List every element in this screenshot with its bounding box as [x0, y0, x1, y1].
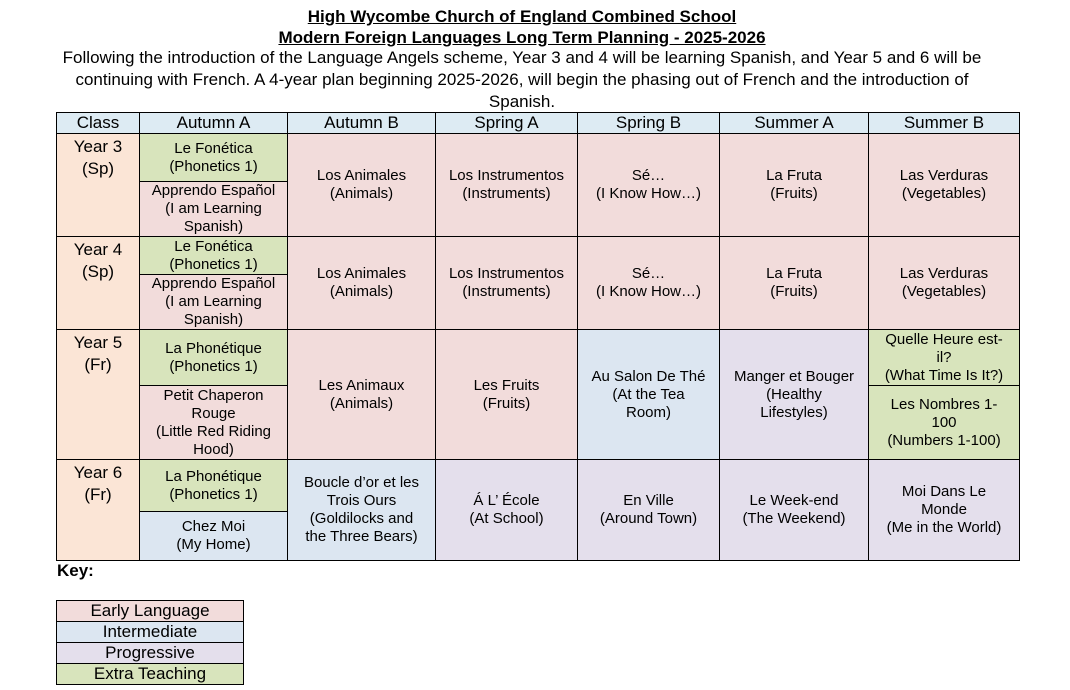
unit-cell: Boucle d’or et les Trois Ours (Goldilocks and the Three Bears) [288, 460, 436, 561]
table-header-row [57, 113, 1020, 134]
header-summer-a: Summer A [720, 113, 869, 134]
unit-cell: Á L’ École (At School) [436, 460, 578, 561]
key-legend [56, 600, 244, 685]
header-class: Class [57, 113, 140, 134]
table-row [57, 237, 1020, 275]
unit-cell: Las Verduras (Vegetables) [869, 134, 1020, 237]
unit-cell: Au Salon De Thé (At the Tea Room) [578, 330, 720, 460]
unit-cell: La Phonétique (Phonetics 1) [140, 330, 288, 386]
key-progressive: Progressive [57, 643, 244, 664]
class-cell: Year 3 (Sp) [57, 134, 140, 237]
table-row [57, 460, 1020, 512]
unit-cell: Las Verduras (Vegetables) [869, 237, 1020, 330]
unit-cell: Les Nombres 1- 100 (Numbers 1-100) [869, 386, 1020, 460]
header-summer-b: Summer B [869, 113, 1020, 134]
key-intermediate: Intermediate [57, 622, 244, 643]
header-spring-b: Spring B [578, 113, 720, 134]
intro-paragraph: Following the introduction of the Language Angels scheme, Year 3 and 4 will be learning Spanish, and Year 5 and 6 will be continuing with French. A 4-year plan beginning 2025-2026, will begin the phasing out of French and the introduction of Spanish. [62, 48, 982, 111]
document-title: Modern Foreign Languages Long Term Planning - 2025-2026 [278, 28, 766, 47]
unit-cell: Apprendo Español (I am Learning Spanish) [140, 182, 288, 237]
long-term-plan-table [56, 112, 1020, 561]
unit-cell: Moi Dans Le Monde (Me in the World) [869, 460, 1020, 561]
unit-cell: Los Instrumentos (Instruments) [436, 237, 578, 330]
class-cell: Year 5 (Fr) [57, 330, 140, 460]
class-cell: Year 4 (Sp) [57, 237, 140, 330]
unit-cell: Petit Chaperon Rouge (Little Red Riding Hood) [140, 386, 288, 460]
table-row [57, 330, 1020, 386]
unit-cell: Le Week-end (The Weekend) [720, 460, 869, 561]
class-cell: Year 6 (Fr) [57, 460, 140, 561]
unit-cell: Apprendo Español (I am Learning Spanish) [140, 275, 288, 330]
unit-cell: En Ville (Around Town) [578, 460, 720, 561]
unit-cell: Sé… (I Know How…) [578, 237, 720, 330]
unit-cell: Manger et Bouger (Healthy Lifestyles) [720, 330, 869, 460]
unit-cell: Les Animaux (Animals) [288, 330, 436, 460]
header-autumn-a: Autumn A [140, 113, 288, 134]
unit-cell: Chez Moi (My Home) [140, 512, 288, 561]
table-row [57, 134, 1020, 182]
unit-cell: Les Fruits (Fruits) [436, 330, 578, 460]
key-early-language: Early Language [57, 601, 244, 622]
unit-cell: Quelle Heure est- il? (What Time Is It?) [869, 330, 1020, 386]
unit-cell: Sé… (I Know How…) [578, 134, 720, 237]
key-label: Key: [57, 561, 94, 580]
unit-cell: La Phonétique (Phonetics 1) [140, 460, 288, 512]
school-title: High Wycombe Church of England Combined School [307, 7, 737, 26]
unit-cell: La Fruta (Fruits) [720, 134, 869, 237]
unit-cell: Los Animales (Animals) [288, 134, 436, 237]
unit-cell: Los Instrumentos (Instruments) [436, 134, 578, 237]
header-autumn-b: Autumn B [288, 113, 436, 134]
unit-cell: Le Fonética (Phonetics 1) [140, 237, 288, 275]
unit-cell: La Fruta (Fruits) [720, 237, 869, 330]
key-extra-teaching: Extra Teaching [57, 664, 244, 685]
header-spring-a: Spring A [436, 113, 578, 134]
unit-cell: Los Animales (Animals) [288, 237, 436, 330]
unit-cell: Le Fonética (Phonetics 1) [140, 134, 288, 182]
